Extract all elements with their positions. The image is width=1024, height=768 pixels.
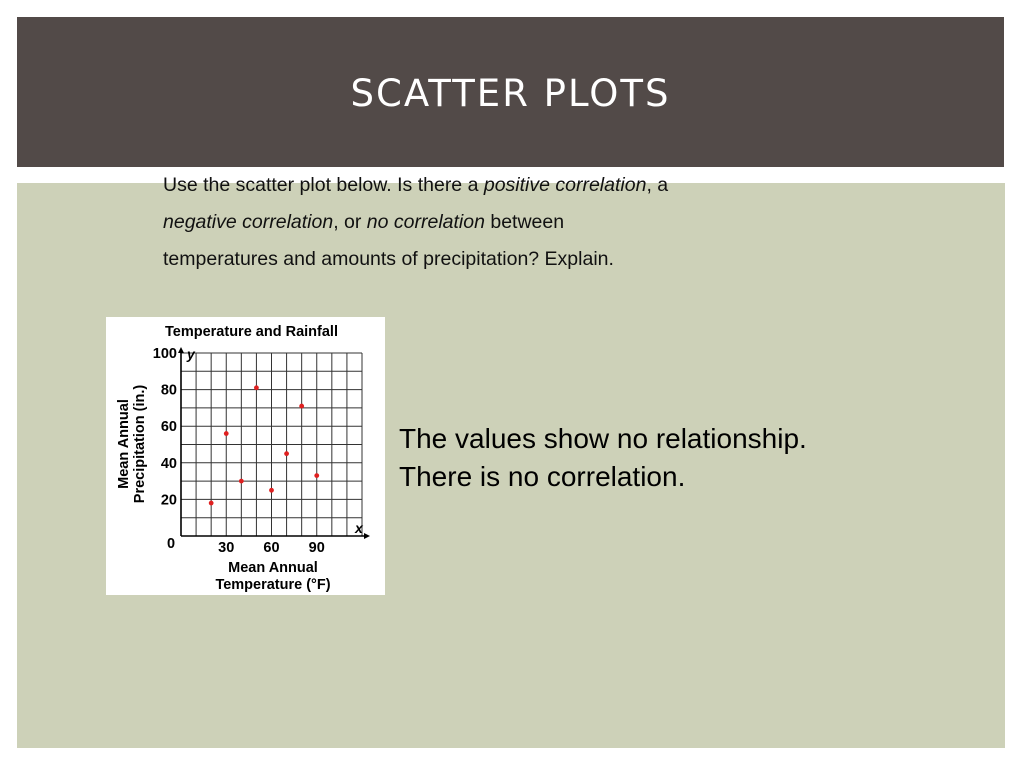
data-point bbox=[299, 404, 304, 409]
data-point bbox=[314, 473, 319, 478]
origin-label: 0 bbox=[166, 536, 176, 552]
data-point bbox=[224, 431, 229, 436]
question-line-2-d: between bbox=[484, 211, 565, 233]
question-line-3: temperatures and amounts of precipitation? Explain. bbox=[163, 248, 614, 270]
scatter-chart bbox=[106, 317, 385, 595]
y-tick-label: 80 bbox=[160, 382, 177, 399]
y-axis-arrow-icon bbox=[178, 347, 184, 353]
y-tick-label: 20 bbox=[160, 492, 177, 509]
answer-line-2: There is no correlation. bbox=[399, 461, 686, 492]
no-correlation-term: no correlation bbox=[366, 211, 485, 233]
chart-labels bbox=[116, 324, 364, 593]
question-line-1-a: Use the scatter plot below. Is there a bbox=[163, 174, 484, 196]
x-axis-arrow-icon bbox=[364, 533, 370, 539]
y-tick-label: 40 bbox=[160, 455, 177, 472]
question-line-2-b: , or bbox=[333, 211, 367, 233]
slide-title: SCATTER PLOTS bbox=[350, 72, 671, 115]
title-bar bbox=[17, 17, 1004, 167]
data-point bbox=[209, 501, 214, 506]
data-point bbox=[269, 488, 274, 493]
question-line-1 bbox=[163, 167, 863, 204]
x-axis-title-line-1: Mean Annual bbox=[228, 560, 318, 576]
scatter-chart-svg bbox=[106, 317, 385, 595]
chart-points bbox=[209, 385, 319, 505]
x-tick-label: 90 bbox=[308, 540, 325, 556]
x-axis-letter: x bbox=[355, 520, 363, 536]
x-axis-title-line-2: Temperature (°F) bbox=[215, 577, 331, 593]
data-point bbox=[284, 451, 289, 456]
chart-axes bbox=[178, 347, 370, 539]
question-text bbox=[163, 167, 863, 278]
negative-correlation-term: negative correlation bbox=[163, 211, 334, 233]
positive-correlation-term: positive correlation bbox=[483, 174, 647, 196]
y-tick-label: 100 bbox=[152, 346, 177, 362]
chart-grid bbox=[181, 353, 362, 536]
x-tick-label: 60 bbox=[263, 540, 280, 556]
data-point bbox=[239, 479, 244, 484]
answer-text bbox=[399, 420, 959, 496]
data-point bbox=[254, 385, 259, 390]
y-axis-title-line-1: Mean Annual bbox=[116, 399, 132, 489]
y-tick-label: 60 bbox=[160, 419, 177, 436]
y-axis-letter: y bbox=[187, 346, 195, 362]
x-tick-label: 30 bbox=[218, 540, 235, 556]
question-line-1-c: , a bbox=[646, 174, 669, 196]
y-axis-title-line-2: Precipitation (in.) bbox=[132, 384, 148, 504]
answer-line-1: The values show no relationship. bbox=[399, 423, 807, 454]
chart-title: Temperature and Rainfall bbox=[165, 324, 338, 340]
question-line-2 bbox=[163, 204, 863, 241]
